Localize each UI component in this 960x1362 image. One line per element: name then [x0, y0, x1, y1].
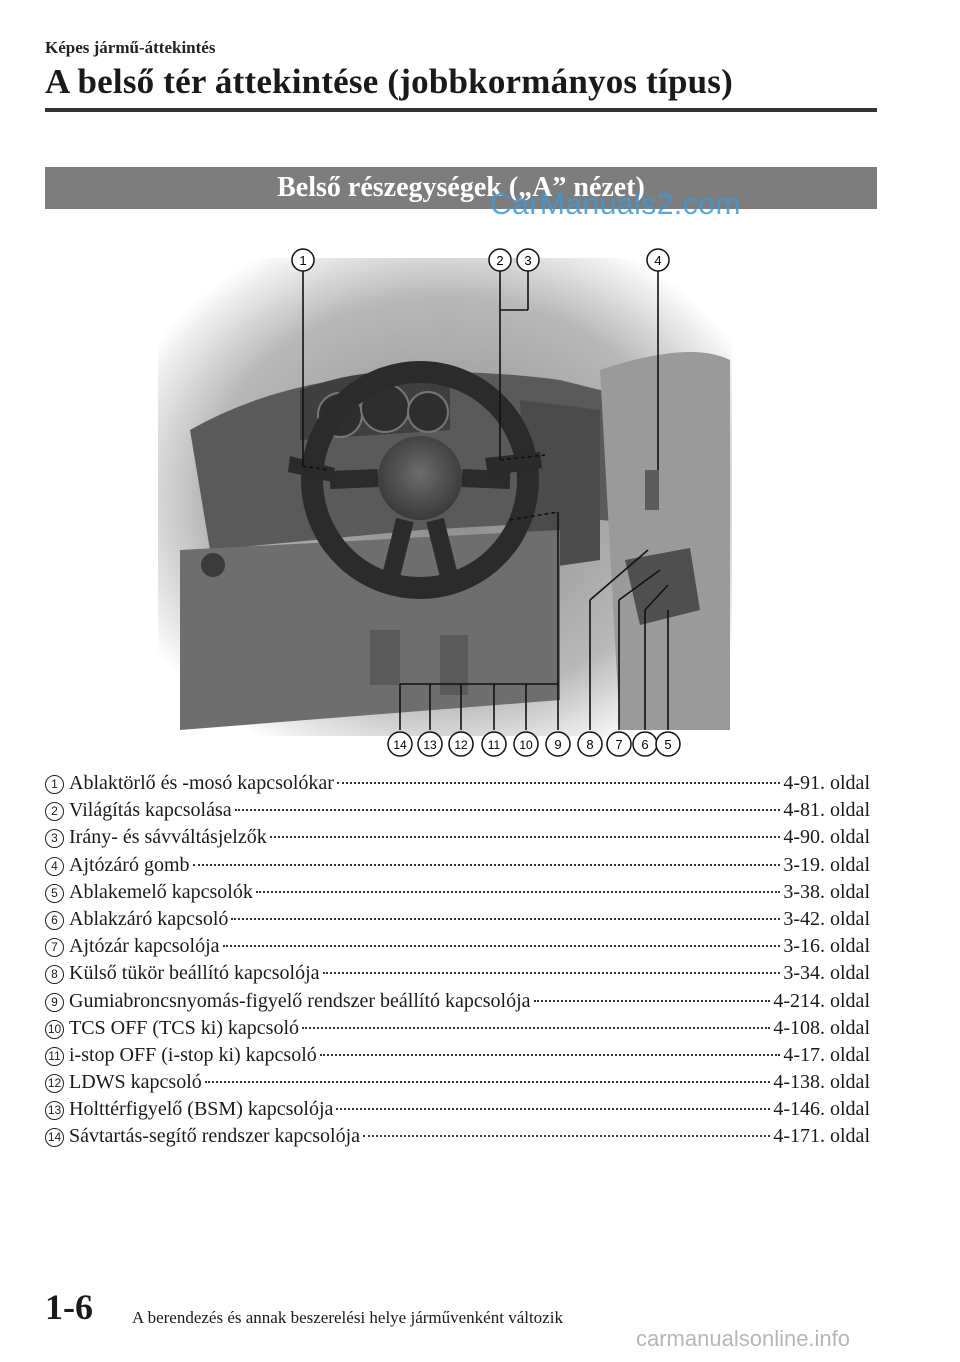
dot-leader	[256, 891, 781, 893]
item-label: Holttérfigyelő (BSM) kapcsolója	[69, 1098, 334, 1121]
page-title: A belső tér áttekintése (jobbkormányos típus)	[45, 62, 733, 101]
list-item	[45, 1123, 870, 1150]
item-page-reference: 3-42. oldal	[783, 907, 870, 930]
item-number-badge: 2	[45, 802, 64, 821]
callout-4-label: 4	[654, 253, 662, 268]
dot-leader	[323, 972, 781, 974]
callout-14-label: 14	[393, 738, 407, 752]
item-label: Ajtózár kapcsolója	[69, 935, 220, 958]
callout-14	[388, 732, 412, 756]
dot-leader	[270, 836, 781, 838]
item-page-reference: 4-214. oldal	[773, 989, 870, 1012]
callout-9-label: 9	[554, 737, 562, 752]
dot-leader	[223, 945, 781, 947]
list-item	[45, 960, 870, 987]
gauge-right	[408, 392, 448, 432]
callout-5-label: 5	[664, 737, 672, 752]
list-item	[45, 879, 870, 906]
callout-10-label: 10	[519, 738, 533, 752]
callout-8	[578, 732, 602, 756]
dot-leader	[337, 782, 780, 784]
list-item	[45, 1096, 870, 1123]
interior-figure	[0, 230, 960, 770]
item-number-badge: 10	[45, 1020, 64, 1039]
callout-5	[656, 732, 680, 756]
item-list	[45, 770, 870, 1151]
dot-leader	[231, 918, 780, 920]
callouts-bottom	[388, 732, 680, 756]
door-lock-knob	[645, 470, 659, 510]
callout-1	[292, 249, 314, 271]
item-page-reference: 3-34. oldal	[783, 962, 870, 985]
callout-7	[607, 732, 631, 756]
callout-9	[546, 732, 570, 756]
list-item	[45, 906, 870, 933]
watermark-top: CarManuals2.com	[490, 188, 741, 221]
title-rule	[45, 108, 877, 112]
item-page-reference: 4-138. oldal	[773, 1071, 870, 1094]
dot-leader	[302, 1027, 770, 1029]
dot-leader	[193, 864, 781, 866]
callout-8-label: 8	[586, 737, 594, 752]
callout-6	[633, 732, 657, 756]
dot-leader	[205, 1081, 771, 1083]
dot-leader	[320, 1054, 781, 1056]
callout-6-label: 6	[641, 737, 649, 752]
list-item	[45, 933, 870, 960]
list-item	[45, 1015, 870, 1042]
item-label: Világítás kapcsolása	[69, 799, 232, 822]
dot-leader	[363, 1135, 770, 1137]
item-page-reference: 4-17. oldal	[783, 1043, 870, 1066]
callout-4	[647, 249, 669, 271]
page-number: 1-6	[45, 1287, 93, 1327]
callout-2-label: 2	[496, 253, 504, 268]
item-number-badge: 4	[45, 857, 64, 876]
interior-illustration	[0, 230, 960, 770]
item-page-reference: 4-108. oldal	[773, 1016, 870, 1039]
item-number-badge: 5	[45, 884, 64, 903]
callout-10	[514, 732, 538, 756]
list-item	[45, 988, 870, 1015]
item-page-reference: 4-90. oldal	[783, 826, 870, 849]
item-number-badge: 3	[45, 829, 64, 848]
callout-13-label: 13	[423, 738, 437, 752]
item-label: LDWS kapcsoló	[69, 1071, 202, 1094]
section-banner: Belső részegységek („A” nézet)	[45, 167, 877, 209]
start-button	[201, 553, 225, 577]
callout-12-label: 12	[454, 738, 468, 752]
item-label: Irány- és sávváltásjelzők	[69, 826, 267, 849]
dot-leader	[534, 1000, 771, 1002]
item-label: Sávtartás-segítő rendszer kapcsolója	[69, 1125, 361, 1148]
pedal-left	[370, 630, 400, 685]
item-label: Ablakemelő kapcsolók	[69, 880, 253, 903]
callout-11	[482, 732, 506, 756]
item-number-badge: 9	[45, 993, 64, 1012]
item-page-reference: 3-19. oldal	[783, 853, 870, 876]
callout-3	[517, 249, 539, 271]
list-item	[45, 852, 870, 879]
callout-1-label: 1	[299, 253, 307, 268]
item-page-reference: 3-38. oldal	[783, 880, 870, 903]
item-number-badge: 1	[45, 775, 64, 794]
item-number-badge: 6	[45, 911, 64, 930]
list-item	[45, 770, 870, 797]
section-label: Képes jármű-áttekintés	[45, 38, 216, 57]
item-label: Külső tükör beállító kapcsolója	[69, 962, 320, 985]
item-page-reference: 4-146. oldal	[773, 1098, 870, 1121]
callout-2	[489, 249, 511, 271]
steering-hub	[378, 436, 462, 520]
callout-7-label: 7	[615, 737, 623, 752]
item-label: Gumiabroncsnyomás-figyelő rendszer beállító kapcsolója	[69, 989, 531, 1012]
callout-11-label: 11	[487, 738, 501, 752]
item-page-reference: 4-171. oldal	[773, 1125, 870, 1148]
item-label: i-stop OFF (i-stop ki) kapcsoló	[69, 1043, 317, 1066]
item-label: Ablakzáró kapcsoló	[69, 907, 229, 930]
item-number-badge: 14	[45, 1128, 64, 1147]
item-page-reference: 3-16. oldal	[783, 935, 870, 958]
callout-12	[449, 732, 473, 756]
item-label: Ablaktörlő és -mosó kapcsolókar	[69, 772, 334, 794]
item-number-badge: 12	[45, 1074, 64, 1093]
list-item	[45, 1042, 870, 1069]
list-item	[45, 1069, 870, 1096]
footer-note: A berendezés és annak beszerelési helye járművenként változik	[132, 1308, 563, 1327]
watermark-bottom: carmanualsonline.info	[636, 1326, 851, 1351]
dot-leader	[235, 809, 781, 811]
list-item	[45, 797, 870, 824]
item-page-reference: 4-91. oldal	[783, 772, 870, 794]
callout-13	[418, 732, 442, 756]
item-number-badge: 11	[45, 1047, 64, 1066]
item-number-badge: 13	[45, 1101, 64, 1120]
pedal-right	[440, 635, 468, 695]
item-number-badge: 7	[45, 938, 64, 957]
dot-leader	[336, 1108, 770, 1110]
item-label: Ajtózáró gomb	[69, 853, 190, 876]
item-number-badge: 8	[45, 965, 64, 984]
item-page-reference: 4-81. oldal	[783, 799, 870, 822]
callout-3-label: 3	[524, 253, 532, 268]
item-label: TCS OFF (TCS ki) kapcsoló	[69, 1016, 300, 1039]
list-item	[45, 824, 870, 851]
